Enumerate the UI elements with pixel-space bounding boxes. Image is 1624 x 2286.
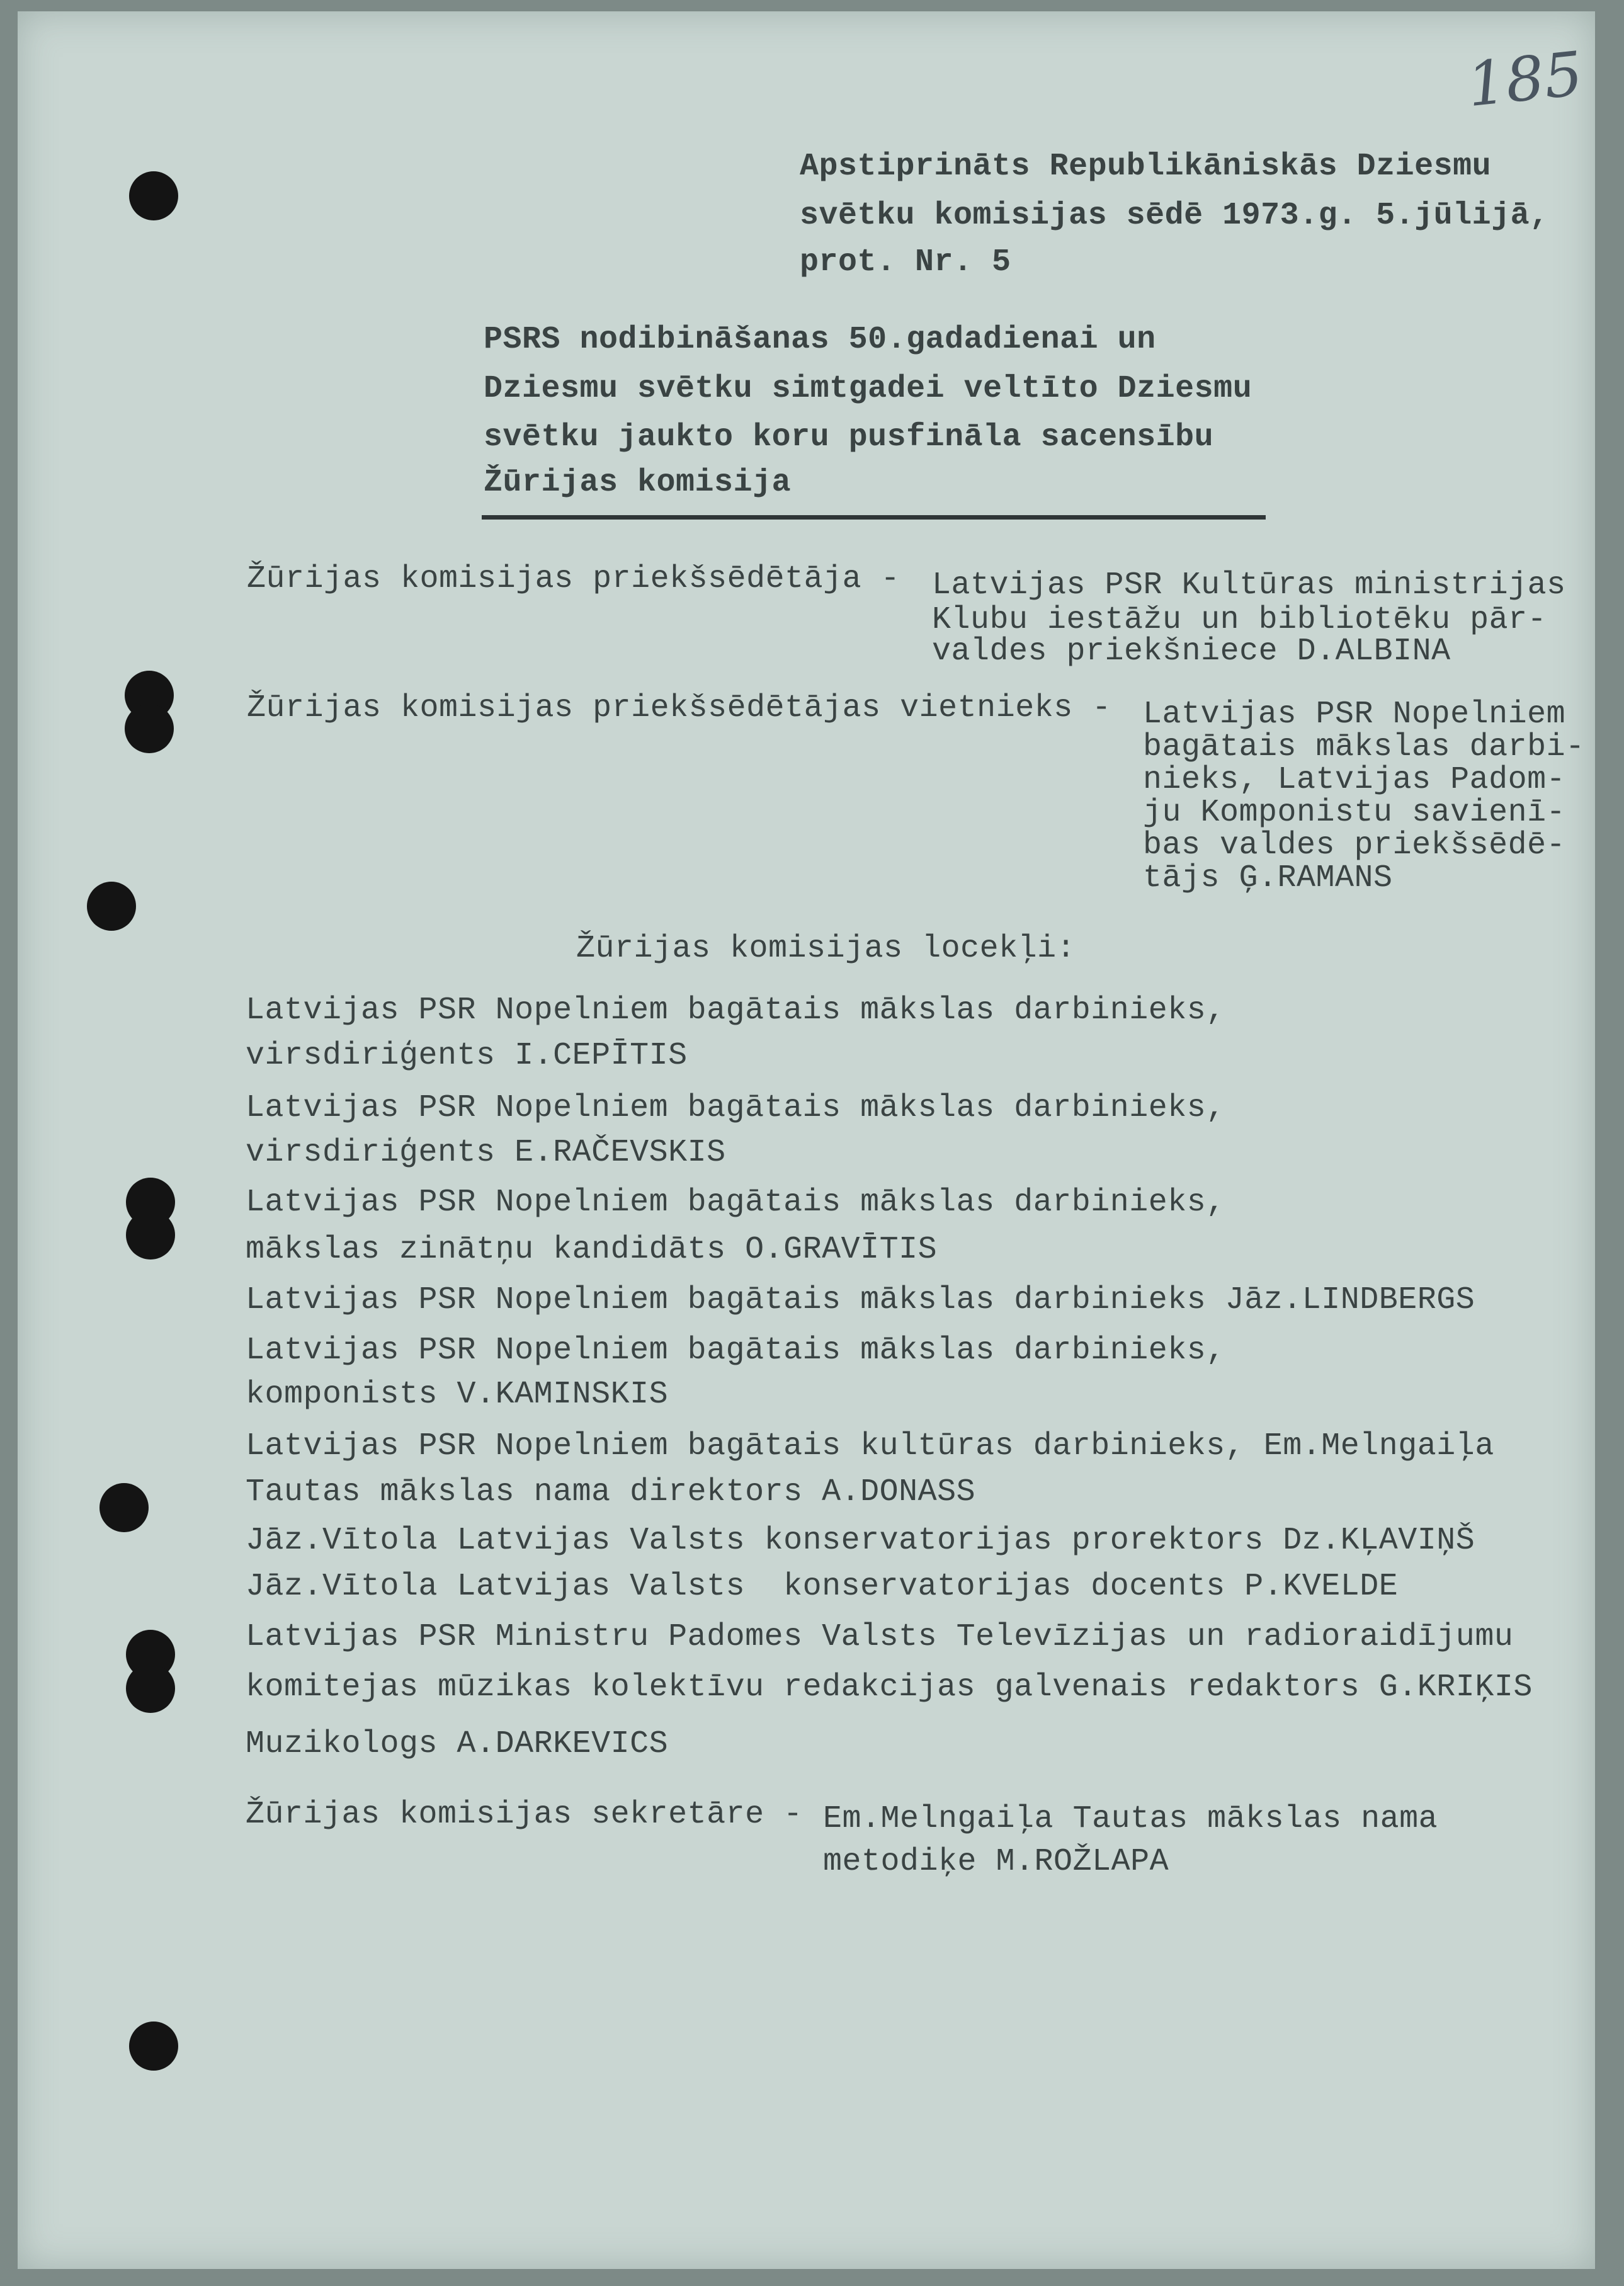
punch-hole <box>125 704 174 753</box>
punch-hole <box>129 2022 178 2071</box>
punch-hole <box>126 1664 175 1713</box>
member-line: komitejas mūzikas kolektīvu redakcijas galvenais redaktors G.KRIĶIS <box>246 1669 1533 1705</box>
heading-line: Žūrijas komisija <box>484 465 792 501</box>
vice-chair-role: Žūrijas komisijas priekšsēdētājas vietnieks - <box>247 690 1111 726</box>
member-line: Latvijas PSR Nopelniem bagātais mākslas darbinieks Jāz.LINDBERGS <box>246 1282 1475 1318</box>
member-line: komponists V.KAMINSKIS <box>246 1377 669 1413</box>
member-line: Latvijas PSR Nopelniem bagātais mākslas darbinieks, <box>246 1090 1225 1126</box>
approval-line: Apstiprināts Republikāniskās Dziesmu <box>800 149 1492 185</box>
vice-chair-line: Latvijas PSR Nopelniem <box>1143 697 1566 732</box>
member-line: Jāz.Vītola Latvijas Valsts konservatorijas docents P.KVELDE <box>246 1569 1399 1605</box>
vice-chair-line: tājs Ģ.RAMANS <box>1143 860 1393 896</box>
member-line: Jāz.Vītola Latvijas Valsts konservatorijas prorektors Dz.KĻAVIŅŠ <box>246 1523 1475 1559</box>
punch-hole <box>126 1210 175 1260</box>
punch-hole <box>87 882 136 931</box>
secretary-line: Em.Melngaiļa Tautas mākslas nama <box>823 1801 1438 1837</box>
member-line: virsdiriģents I.CEPĪTIS <box>246 1038 688 1074</box>
members-title: Žūrijas komisijas locekļi: <box>576 931 1076 967</box>
chair-line: Klubu iestāžu un bibliotēku pār- <box>932 602 1547 638</box>
punch-hole <box>129 171 178 220</box>
page-number: 185 <box>1463 38 1586 121</box>
secretary-line: metodiķe M.ROŽLAPA <box>823 1844 1169 1880</box>
member-line: Latvijas PSR Nopelniem bagātais mākslas darbinieks, <box>246 1185 1225 1220</box>
member-line: Muzikologs A.DARKEVICS <box>246 1726 669 1762</box>
heading-line: PSRS nodibināšanas 50.gadadienai un <box>484 322 1156 358</box>
chair-role: Žūrijas komisijas priekšsēdētāja - <box>247 561 900 597</box>
punch-hole <box>99 1483 149 1532</box>
member-line: Latvijas PSR Nopelniem bagātais mākslas darbinieks, <box>246 992 1225 1028</box>
chair-line: Latvijas PSR Kultūras ministrijas <box>932 567 1566 603</box>
vice-chair-line: bagātais mākslas darbi- <box>1143 729 1585 765</box>
vice-chair-line: ju Komponistu savienī- <box>1143 795 1566 831</box>
heading-line: Dziesmu svētku simtgadei veltīto Dziesmu <box>484 371 1252 407</box>
approval-line: svētku komisijas sēdē 1973.g. 5.jūlijā, <box>800 198 1549 234</box>
heading-line: svētku jaukto koru pusfināla sacensību <box>484 419 1214 455</box>
heading-underline <box>482 515 1266 520</box>
vice-chair-line: bas valdes priekšsēdē- <box>1143 827 1566 863</box>
member-line: virsdiriģents E.RAČEVSKIS <box>246 1135 726 1171</box>
approval-line: prot. Nr. 5 <box>800 244 1011 280</box>
vice-chair-line: nieks, Latvijas Padom- <box>1143 762 1566 798</box>
chair-line: valdes priekšniece D.ALBINA <box>932 634 1451 669</box>
member-line: Tautas mākslas nama direktors A.DONASS <box>246 1474 976 1510</box>
member-line: Latvijas PSR Ministru Padomes Valsts Televīzijas un radioraidījumu <box>246 1619 1514 1655</box>
member-line: Latvijas PSR Nopelniem bagātais mākslas darbinieks, <box>246 1333 1225 1368</box>
secretary-role: Žūrijas komisijas sekretāre - <box>246 1797 803 1833</box>
member-line: mākslas zinātņu kandidāts O.GRAVĪTIS <box>246 1232 938 1268</box>
member-line: Latvijas PSR Nopelniem bagātais kultūras darbinieks, Em.Melngaiļa <box>246 1428 1494 1464</box>
